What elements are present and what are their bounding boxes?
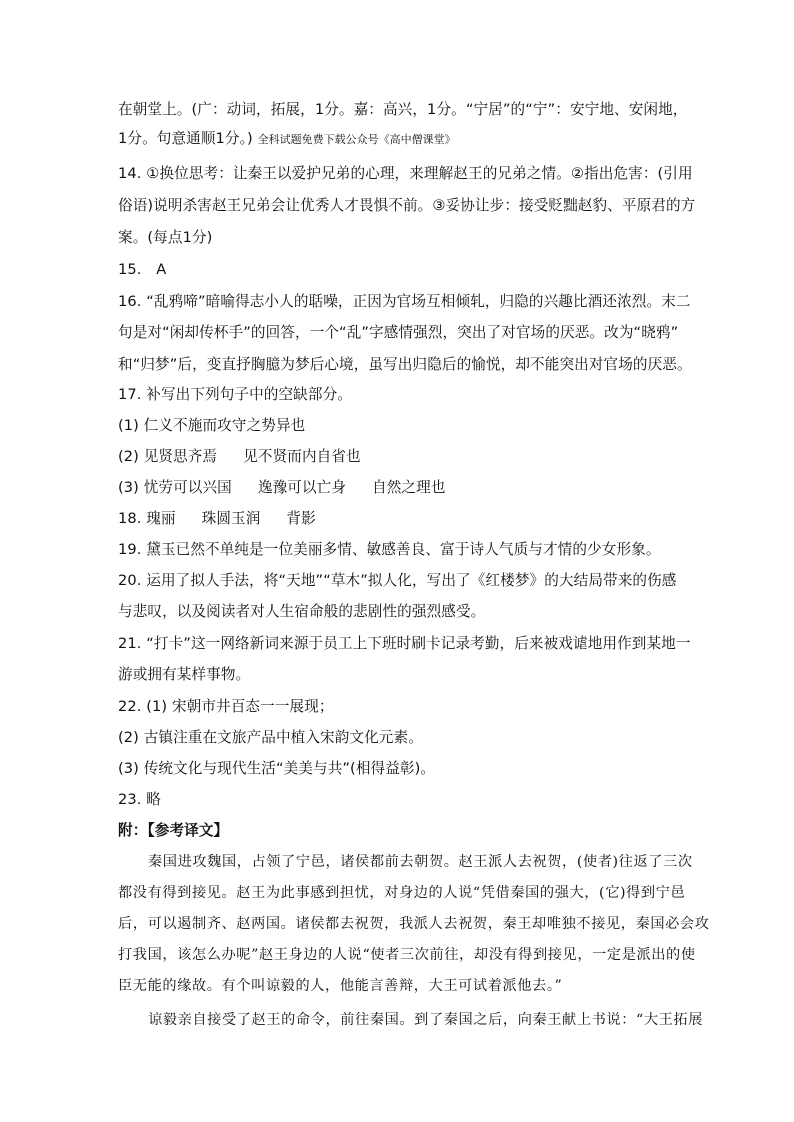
answer-15: [118, 260, 678, 280]
answer-22-item-2: [118, 728, 678, 748]
answer-22-item-1: [118, 697, 678, 717]
translation-line-1: [148, 852, 708, 872]
text: 16. “乱鸦啼”暗喻得志小人的聒噪，正因为官场互相倾轧，归隐的兴趣比酒还浓烈。末二: [118, 293, 691, 310]
answer-16-line-1: [118, 292, 691, 312]
text: 后，可以遏制齐、赵两国。诸侯都去祝贺，我派人去祝贺，秦王却唯独不接见，秦国必会攻: [118, 916, 710, 932]
answer-14-line-3: [118, 228, 678, 248]
answer-22-item-3: [118, 759, 678, 779]
text: (1) 仁义不施而攻守之势异也: [118, 417, 306, 434]
text: 15. A: [118, 261, 167, 278]
answer-20-line-2: [118, 602, 678, 622]
answer-16-line-2: [118, 323, 678, 343]
text: 臣无能的缘故。有个叫谅毅的人，他能言善辩，大王可试着派他去。”: [118, 978, 563, 994]
text: (2) 见贤思齐焉: [118, 448, 218, 465]
text: 见不贤而内自省也: [243, 448, 361, 465]
answer-18: [118, 509, 678, 529]
answer-14-line-1: [118, 164, 693, 184]
text: 23. 略: [118, 791, 161, 808]
text: 22. (1) 宋朝市井百态一一展现；: [118, 698, 334, 715]
text: 秦国进攻魏国，占领了宁邑，诸侯都前去朝贺。赵王派人去祝贺，(使者)往返了三次: [148, 854, 693, 870]
text: 游或拥有某样事物。: [118, 666, 251, 683]
answer-17-item-3: [118, 478, 678, 498]
text: 附：【参考译文】: [118, 822, 229, 839]
translation-line-6: [148, 1010, 708, 1030]
answer-19: [118, 540, 678, 560]
text: 俗语)说明杀害赵王兄弟会让优秀人才畏惧不前。③妥协让步：接受贬黜赵豹、平原君的方: [118, 197, 696, 214]
answer-20-line-1: [118, 571, 678, 591]
text: 谅毅亲自接受了赵王的命令，前往秦国。到了秦国之后，向秦王献上书说：“大王拓展: [148, 1012, 703, 1028]
answer-line-13-continued: [118, 100, 688, 120]
answer-14-line-2: [118, 196, 696, 216]
watermark-note: 全科试题免费下载公众号《高中僧课堂》: [257, 133, 456, 146]
translation-line-4: [118, 945, 696, 965]
translation-line-5: [118, 976, 678, 996]
text: 珠圆玉润: [201, 510, 261, 527]
text: 18. 瑰丽: [118, 510, 176, 527]
text: 17. 补写出下列句子中的空缺部分。: [118, 386, 352, 403]
text: (3) 传统文化与现代生活“美美与共”(相得益彰)。: [118, 760, 436, 777]
translation-line-2: [118, 883, 686, 903]
answer-23: [118, 790, 678, 810]
text: 案。(每点1分): [118, 229, 213, 246]
answer-21-line-2: [118, 665, 678, 685]
text: 1分。句意通顺1分。): [118, 130, 253, 147]
text: 句是对“闲却传杯手”的回答，一个“乱”字感情强烈，突出了对官场的厌恶。改为“晓鸦”: [118, 324, 679, 341]
text: 21. “打卡”这一网络新词来源于员工上下班时刷卡记录考勤，后来被戏谑地用作到某地一: [118, 635, 691, 652]
text: 都没有得到接见。赵王为此事感到担忧，对身边的人说“凭借秦国的强大，(它)得到宁邑: [118, 885, 686, 901]
text: 逸豫可以亡身: [257, 479, 347, 496]
text: 和“归梦”后，变直抒胸臆为梦后心境，虽写出归隐后的愉悦，却不能突出对官场的厌恶。: [118, 356, 692, 373]
text: (3) 忧劳可以兴国: [118, 479, 232, 496]
answer-21-line-1: [118, 634, 691, 654]
text: 自然之理也: [372, 479, 446, 496]
answer-17-heading: [118, 385, 678, 405]
text: 与悲叹，以及阅读者对人生宿命般的悲剧性的强烈感受。: [118, 603, 486, 620]
answer-line-13-end: [118, 129, 678, 150]
text: 打我国，该怎么办呢”赵王身边的人说“使者三次前往，却没有得到接见，一定是派出的使: [118, 947, 696, 963]
text: (2) 古镇注重在文旅产品中植入宋韵文化元素。: [118, 729, 423, 746]
answer-16-line-3: [118, 355, 692, 375]
text: 14. ①换位思考：让秦王以爱护兄弟的心理，来理解赵王的兄弟之情。②指出危害：(引用: [118, 165, 693, 182]
text: 20. 运用了拟人手法，将“天地”“草木”拟人化，写出了《红楼梦》的大结局带来的伤感: [118, 572, 677, 589]
text: 在朝堂上。(广：动词，拓展，1分。嘉：高兴，1分。“宁居”的“宁”：安宁地、安闲地，: [118, 101, 688, 118]
appendix-heading: [118, 821, 678, 841]
answer-17-item-2: [118, 447, 678, 467]
text: 背影: [286, 510, 316, 527]
translation-line-3: [118, 914, 710, 934]
answer-17-item-1: [118, 416, 678, 436]
text: 19. 黛玉已然不单纯是一位美丽多情、敏感善良、富于诗人气质与才情的少女形象。: [118, 541, 661, 558]
